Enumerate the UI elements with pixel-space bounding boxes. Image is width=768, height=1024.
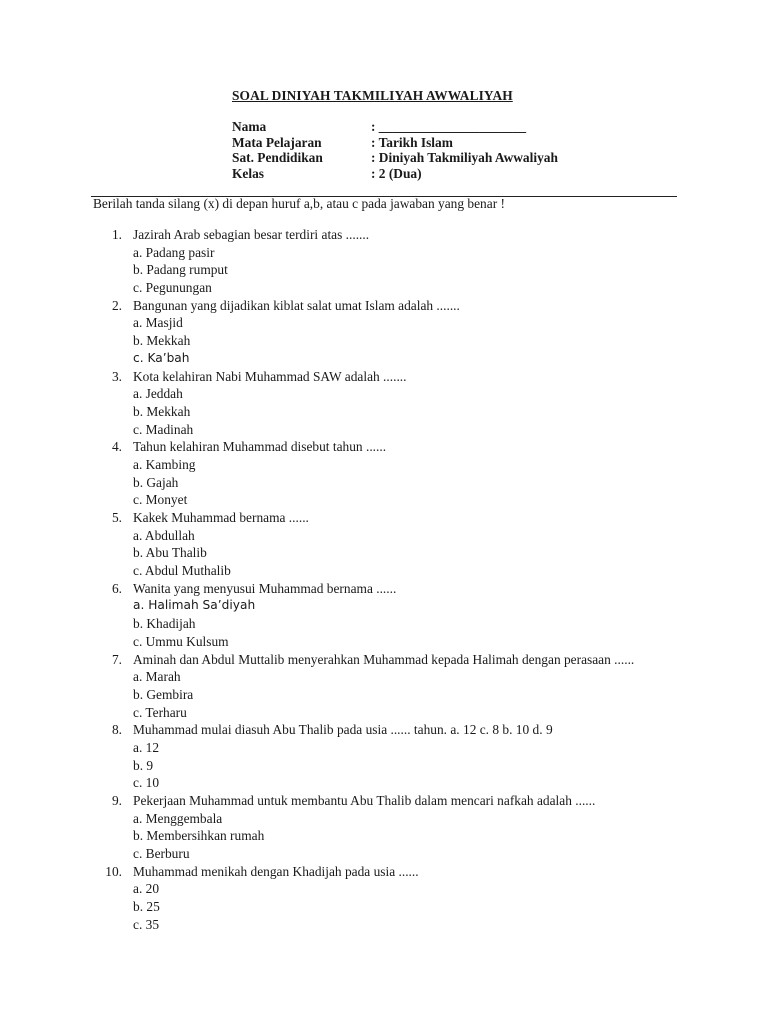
answer-option (0, 562, 768, 580)
option-label: a. Padang pasir (133, 244, 215, 260)
answer-option (0, 633, 768, 651)
info-row-mata-pelajaran (232, 135, 558, 151)
answer-option (0, 421, 768, 439)
answer-option (0, 456, 768, 474)
answer-option (0, 810, 768, 828)
question-list (0, 226, 768, 934)
option-label: b. Padang rumput (133, 262, 228, 278)
option-label: b. Mekkah (133, 403, 191, 419)
question-number: 10. (105, 863, 122, 879)
option-label: c. Madinah (133, 421, 194, 437)
info-label: Sat. Pendidikan (232, 150, 323, 165)
answer-option (0, 403, 768, 421)
option-label: c. Abdul Muthalib (133, 563, 231, 579)
question-item (0, 651, 768, 669)
answer-option (0, 827, 768, 845)
answer-option (0, 279, 768, 297)
question-number: 5. (111, 510, 122, 525)
answer-option (0, 615, 768, 633)
option-label: a. Halimah Sa’diyah (133, 598, 256, 613)
option-label: a. Abdullah (133, 527, 195, 543)
answer-option (0, 491, 768, 509)
question-item (0, 368, 768, 386)
option-label: c. Ummu Kulsum (133, 633, 229, 649)
info-value: : Tarikh Islam (371, 134, 453, 150)
question-text: Kota kelahiran Nabi Muhammad SAW adalah ....... (133, 368, 407, 384)
answer-option (0, 527, 768, 545)
option-label: c. Pegunungan (133, 280, 212, 296)
info-label: Mata Pelajaran (232, 134, 322, 150)
question-text: Muhammad mulai diasuh Abu Thalib pada usia ...... tahun. a. 12 c. 8 b. 10 d. 9 (133, 722, 553, 738)
option-label: b. 9 (133, 757, 154, 773)
option-label: c. Berburu (133, 846, 190, 862)
option-label: c. Monyet (133, 492, 188, 508)
question-item (0, 438, 768, 456)
answer-option (0, 544, 768, 562)
answer-option (0, 686, 768, 704)
option-label: c. Terharu (133, 704, 187, 720)
option-label: b. Membersihkan rumah (133, 828, 265, 844)
option-label: a. Masjid (133, 315, 183, 331)
document-title: SOAL DINIYAH TAKMILIYAH AWWALIYAH (232, 88, 513, 103)
option-label: a. Jeddah (133, 386, 183, 402)
question-item (0, 509, 768, 527)
question-text: Kakek Muhammad bernama ...... (133, 510, 309, 525)
answer-option (0, 739, 768, 757)
option-label: b. Mekkah (133, 333, 191, 349)
option-label: b. Khadijah (133, 616, 196, 632)
option-label: c. 10 (133, 775, 160, 791)
question-number: 9. (111, 793, 122, 808)
question-item (0, 863, 768, 881)
question-text: Wanita yang menyusui Muhammad bernama ...... (133, 580, 397, 596)
answer-option (0, 898, 768, 916)
info-value: : Diniyah Takmiliyah Awwaliyah (371, 150, 558, 165)
info-value: : 2 (Dua) (371, 165, 422, 181)
instruction-text: Berilah tanda silang (x) di depan huruf a,b, atau c pada jawaban yang benar ! (93, 196, 505, 211)
option-label: c. Ka’bah (133, 350, 190, 365)
answer-option (0, 385, 768, 403)
info-row-sat-pendidikan (232, 150, 558, 166)
option-label: a. Menggembala (133, 810, 223, 826)
answer-option (0, 314, 768, 332)
question-text: Jazirah Arab sebagian besar terdiri atas ....... (133, 227, 370, 242)
answer-option (0, 880, 768, 898)
question-number: 3. (111, 368, 122, 384)
info-label: Kelas (232, 165, 264, 181)
info-label: Nama (232, 119, 267, 134)
answer-option (0, 916, 768, 934)
question-item (0, 721, 768, 739)
option-label: b. Abu Thalib (133, 545, 207, 561)
answer-option (0, 332, 768, 350)
question-number: 8. (111, 722, 122, 738)
answer-option (0, 597, 768, 615)
option-label: c. 35 (133, 916, 160, 932)
answer-option (0, 244, 768, 262)
answer-option (0, 474, 768, 492)
header-info (232, 119, 558, 181)
question-text: Tahun kelahiran Muhammad disebut tahun ...... (133, 439, 387, 455)
answer-option (0, 261, 768, 279)
info-row-kelas (232, 166, 558, 182)
question-number: 6. (111, 580, 122, 596)
answer-option (0, 845, 768, 863)
question-number: 1. (111, 227, 122, 242)
answer-option (0, 704, 768, 722)
option-label: b. Gajah (133, 474, 179, 490)
question-item (0, 226, 768, 244)
question-item (0, 580, 768, 598)
question-text: Aminah dan Abdul Muttalib menyerahkan Muhammad kepada Halimah dengan perasaan ...... (133, 651, 635, 667)
info-value: : ______________________ (371, 119, 527, 134)
option-label: a. 12 (133, 739, 160, 755)
question-number: 7. (111, 651, 122, 667)
question-item (0, 792, 768, 810)
option-label: a. Kambing (133, 456, 196, 472)
question-number: 2. (111, 297, 122, 313)
answer-option (0, 350, 768, 368)
option-label: b. Gembira (133, 686, 194, 702)
option-label: a. Marah (133, 669, 181, 685)
question-text: Muhammad menikah dengan Khadijah pada usia ...... (133, 863, 419, 879)
info-row-nama (232, 119, 558, 135)
question-number: 4. (111, 439, 122, 455)
question-text: Bangunan yang dijadikan kiblat salat umat Islam adalah ....... (133, 297, 460, 313)
answer-option (0, 668, 768, 686)
option-label: b. 25 (133, 899, 160, 915)
question-text: Pekerjaan Muhammad untuk membantu Abu Thalib dalam mencari nafkah adalah ...... (133, 793, 596, 808)
answer-option (0, 757, 768, 775)
answer-option (0, 774, 768, 792)
question-item (0, 297, 768, 315)
option-label: a. 20 (133, 881, 160, 897)
